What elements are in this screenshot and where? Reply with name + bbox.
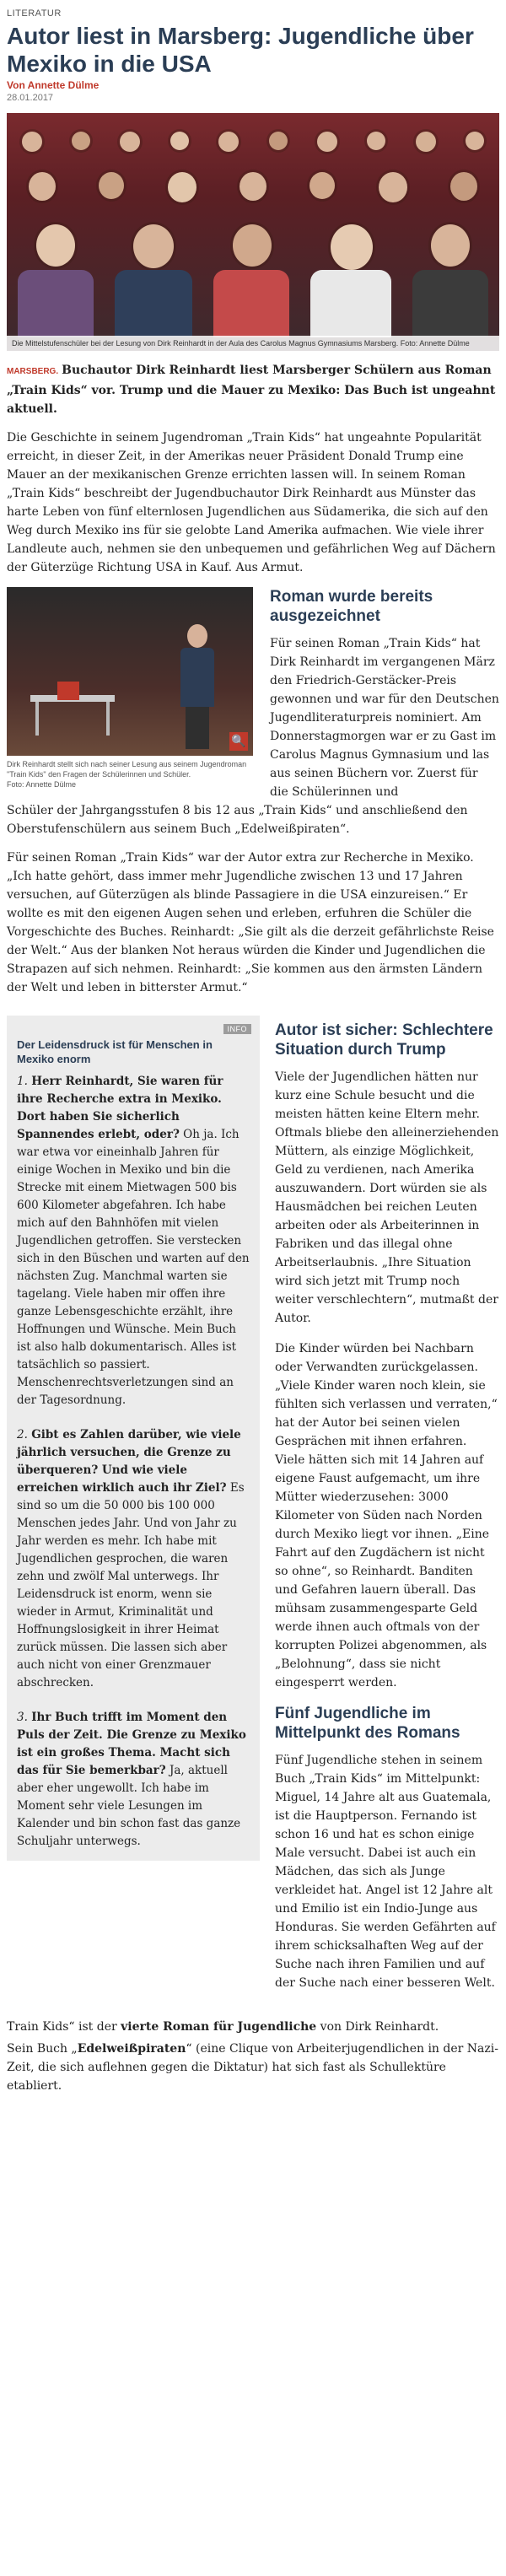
dateline-location: MARSBERG. [7,367,59,376]
interview-answer: Ja, aktuell aber eher ungewollt. Ich habe im Moment sehr viele Lesungen im Kalender und bin schon fast das ganze Schuljahr unterwegs. [17,1764,241,1848]
author-photo-caption [7,759,253,790]
audience-back-row [7,132,499,152]
right-column [275,1016,499,2004]
section-heading-five-youths: Fünf Jugendliche im Mittelpunkt des Romans [275,1705,460,1742]
footer-text: “ (eine Clique von Arbeiterjugendlichen in der Nazi-Zeit, die sich auflehnen gegen die Diktatur) hat sich fast als Schullektüre etabliert. [7,2042,498,2093]
publish-date: 28.01.2017 [7,93,54,103]
footer-text: Train Kids“ ist der [7,2020,121,2034]
section1-continued-text: Schüler der Jahrgangsstufen 8 bis 12 aus „Train Kids“ und anschließend den Oberstufenschülern aus seinem Buch „Edelweißpiraten“. [7,804,468,836]
photo-and-section1 [7,587,499,801]
interview-answer: Oh ja. Ich war etwa vor eineinhalb Jahren für einige Wochen in Mexiko und bin die Strecke mit einem Mietwagen 500 bis 600 Kilometer abgefahren. Ich habe mich auf den Bahnhöfen mit vielen Jugendlichen getroffen. Sie verstecken sich in den Büschen und warten auf den nächsten Zug. Manchmal warten sie tagelang. Viele haben mir offen ihre ganze Lebensgeschichte erzählt, ihre Hoffnungen und Wünsche. Mein Buch ist also halb dokumentarisch. Alles ist tatsächlich so passiert. Menschenrechtsverletzungen sind an der Tagesordnung. [17,1128,250,1407]
section3-paragraph: Fünf Jugendliche stehen in seinem Buch „Train Kids“ im Mittelpunkt: Miguel, 14 Jahre alt aus Guatemala, ist die Hauptperson. Fernando ist schon 16 und hat es schon einige Male versucht. Dabei ist auch ein Mädchen, das sich als Junge verkleidet hat. Angel ist 12 Jahre alt und Emilio ist ein Indio-Junge aus Honduras. Sie werden Gefährten auf ihrem schicksalhaften Weg auf der Suche nach ihren Familien und auf der Suche nach einer besseren Welt. [275,1754,496,1990]
question-number: 1. [17,1075,28,1088]
category-label: LITERATUR [7,8,62,19]
author-byline[interactable]: Von Annette Dülme [7,79,100,91]
body-paragraph-1: Die Geschichte in seinem Jugendroman „Train Kids“ hat ungeahnte Popularität erreicht, in dieser Zeit, in der Amerikas neuer Präsident Donald Trump eine Mauer an der mexikanischen Grenze errichten lassen will. In seinem Roman „Train Kids“ beschreibt der Jugendbuchautor Dirk Reinhardt aus Münster das harte Leben von fünf elternlosen Jugendlichen aus Südamerika, die sich auf den Weg durch Mexiko ins für sie gelobte Land Amerika aufmachen. Wie viele ihrer Landleute auch, nehmen sie den unbequemen und gefährlichen Weg auf Dächern der Güterzüge Richtung USA in Kauf. Aus Armut. [7,431,496,574]
interview-question: Gibt es Zahlen darüber, wie viele jährlich versuchen, die Grenze zu überqueren? Und wie viele erreichen wirklich auch ihr Ziel? [17,1428,241,1495]
footer-note-2 [7,2040,499,2095]
article-headline: Autor liest in Marsberg: Jugendliche über Mexiko in die USA [7,23,474,77]
article [7,8,499,2095]
author-photo-credit: Foto: Annette Dülme [7,780,77,789]
interview-item [17,1709,250,1851]
interview-item [17,1073,250,1409]
interview-item [17,1426,250,1692]
article-footer [7,2018,499,2095]
footer-text: von Dirk Reinhardt. [316,2020,439,2034]
audience-front-row [7,224,499,270]
question-number: 3. [17,1711,28,1724]
footer-text: Sein Buch „ [7,2042,78,2056]
interview-question: Herr Reinhardt, Sie waren für ihre Recherche extra in Mexiko. Dort haben Sie sicherlich Spannendes erlebt, oder? [17,1075,223,1141]
footer-emphasis: Edelweißpiraten [77,2042,186,2056]
audience-middle-row [7,172,499,202]
info-badge: INFO [223,1024,252,1034]
info-box-title: Der Leidensdruck ist für Menschen in Mexiko enorm [17,1038,213,1065]
section-heading-award: Roman wurde bereits ausgezeichnet [270,588,433,625]
footer-emphasis: vierte Roman für Jugendliche [121,2020,317,2034]
question-number: 2. [17,1428,28,1442]
lower-columns [7,1016,499,2004]
hero-photo[interactable] [7,113,499,351]
section1-paragraph-2: Für seinen Roman „Train Kids“ war der Autor extra zur Recherche in Mexiko. „Ich hatte gehört, dass immer mehr Jugendliche zwischen 13 und 17 Jahren versuchen, auf Güterzügen als blinde Passagiere in die USA einzureisen.“ Er wollte es mit den eigenen Augen sehen und erleben, erfuhren die Schüler die Vorgeschichte des Buches. Reinhardt: „Sie gilt als die derzeit gefährlichste Reise der Welt.“ Aus der blanken Not heraus würden die Kinder und Jugendlichen die Strapazen auf sich nehmen. Reinhardt: „Sie kommen aus den ärmsten Ländern der Welt und leben in bitterster Armut.“ [7,851,494,994]
section2-paragraph: Viele der Jugendlichen hätten nur kurz eine Schule besucht und die meisten hätten keine Eltern mehr. Oftmals bliebe den alleinerziehenden Müttern, als einzige Möglichkeit, Geld zu verdienen, nach Amerika auszuwandern. Dort würden sie als Hausmädchen bei reichen Leuten arbeiten oder als Arbeiterinnen in Fabriken und das illegal ohne Arbeitserlaubnis. „Ihre Situation wird sich jetzt mit Trump noch weiter verschlechtern“, mutmaßt der Autor. [275,1070,499,1325]
article-lead [7,361,499,418]
section1-side-text: Für seinen Roman „Train Kids“ hat Dirk Reinhardt im vergangenen März den Friedrich-Gerstäcker-Preis gewonnen und war für den Deutschen Jugendliteraturpreis nominiert. Am Donnerstagmorgen war er zu Gast im Carolus Magnus Gymnasium und las aus seinen Büchern vor. Zuerst für die Schülerinnen und [270,637,499,799]
audience-front-torsos [7,270,499,337]
author-photo[interactable] [7,587,253,756]
info-box [7,1016,260,1861]
section2-paragraph: Die Kinder würden bei Nachbarn oder Verwandten zurückgelassen. „Viele Kinder waren noch klein, sie fühlten sich verlassen und verraten,“ hat der Autor bei seinen vielen Gesprächen mit ihnen erfahren. Viele hätten sich mit 14 Jahren auf eigene Faust aufgemacht, um ihre Mütter wiederzusehen: 3000 Kilometer von Süden nach Norden durch Mexiko liegt vor ihnen. „Eine Fahrt auf den Zugdächern ist nicht so ohne“, so Reinhardt. Banditen und Gefahren lauern überall. Das mühsam zusammengesparte Geld werde ihnen auch oftmals von der korrupten Polizei abgenommen, als „Belohnung“, dass sie nicht eingesperrt werden. [275,1342,498,1689]
footer-note-1 [7,2018,499,2036]
hero-caption: Die Mittelstufenschüler bei der Lesung von Dirk Reinhardt in der Aula des Carolus Magnus Gymnasiums Marsberg. Foto: Annette Dülme [7,336,499,351]
lead-text: Buchautor Dirk Reinhardt liest Marsberger Schülern aus Roman „Train Kids“ vor. Trump und die Mauer zu Mexiko: Das Buch ist ungeahnt aktuell. [7,364,496,416]
interview-answer: Es sind so um die 50 000 bis 100 000 Menschen jedes Jahr. Und von Jahr zu Jahr werden es mehr. Ich habe mit Jugendlichen gesprochen, die waren zehn und zwölf Mal unterwegs. Ihr Leidensdruck ist enorm, wenn sie wieder in Armut, Kriminalität und Hoffnungslosigkeit in ihrer Heimat zurück müssen. Die lassen sich aber auch nicht von einer Grenzmauer abschrecken. [17,1481,245,1689]
zoom-icon[interactable]: 🔍 [229,732,248,751]
interview-question: Ihr Buch trifft im Moment den Puls der Zeit. Die Grenze zu Mexiko ist ein großes Thema. Macht sich das für Sie bemerkbar? [17,1711,246,1777]
author-photo-caption-text: Dirk Reinhardt stellt sich nach seiner Lesung aus seinem Jugendroman "Train Kids" den Fragen der Schülerinnen und Schüler. [7,760,247,779]
section-heading-trump: Autor ist sicher: Schlechtere Situation durch Trump [275,1021,493,1059]
